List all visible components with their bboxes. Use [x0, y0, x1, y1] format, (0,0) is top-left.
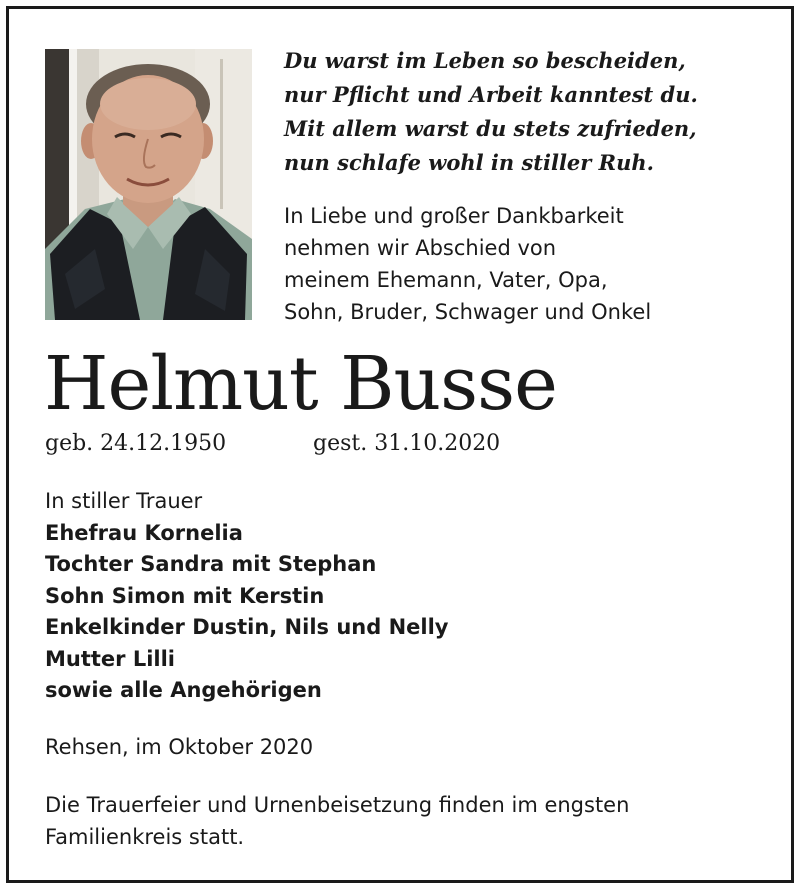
life-dates: [45, 428, 501, 460]
poem-line: nur Pflicht und Arbeit kanntest du.: [284, 82, 698, 107]
poem-line: Du warst im Leben so bescheiden,: [284, 48, 686, 73]
poem-line: nun schlafe wohl in stiller Ruh.: [284, 150, 654, 175]
mourner-name: Mutter Lilli: [45, 646, 176, 671]
poem-line: Mit allem warst du stets zufrieden,: [284, 116, 697, 141]
memorial-poem: [284, 44, 764, 180]
portrait-photo: [45, 49, 252, 320]
mourner-name: Enkelkinder Dustin, Nils und Nelly: [45, 615, 449, 639]
notice-line: Familienkreis statt.: [45, 825, 245, 849]
deceased-name: Helmut Busse: [44, 341, 557, 427]
mourners-heading: In stiller Trauer: [45, 489, 203, 513]
mourner-name: Ehefrau Kornelia: [45, 520, 243, 545]
intro-line: nehmen wir Abschied von: [284, 236, 557, 260]
intro-line: Sohn, Bruder, Schwager und Onkel: [284, 300, 652, 324]
notice-line: Die Trauerfeier und Urnenbeisetzung finden im engsten: [45, 793, 630, 817]
place-and-date: Rehsen, im Oktober 2020: [45, 735, 314, 759]
mourners-list: [45, 486, 765, 707]
mourner-name: Tochter Sandra mit Stephan: [45, 552, 377, 576]
birth-date: geb. 24.12.1950: [45, 431, 227, 456]
intro-line: In Liebe und großer Dankbarkeit: [284, 204, 624, 228]
mourner-name: sowie alle Angehörigen: [45, 678, 322, 702]
funeral-notice: [45, 789, 765, 853]
mourner-name: Sohn Simon mit Kerstin: [45, 583, 325, 608]
death-date: gest. 31.10.2020: [313, 431, 501, 456]
farewell-intro: [284, 200, 754, 328]
intro-line: meinem Ehemann, Vater, Opa,: [284, 268, 608, 292]
